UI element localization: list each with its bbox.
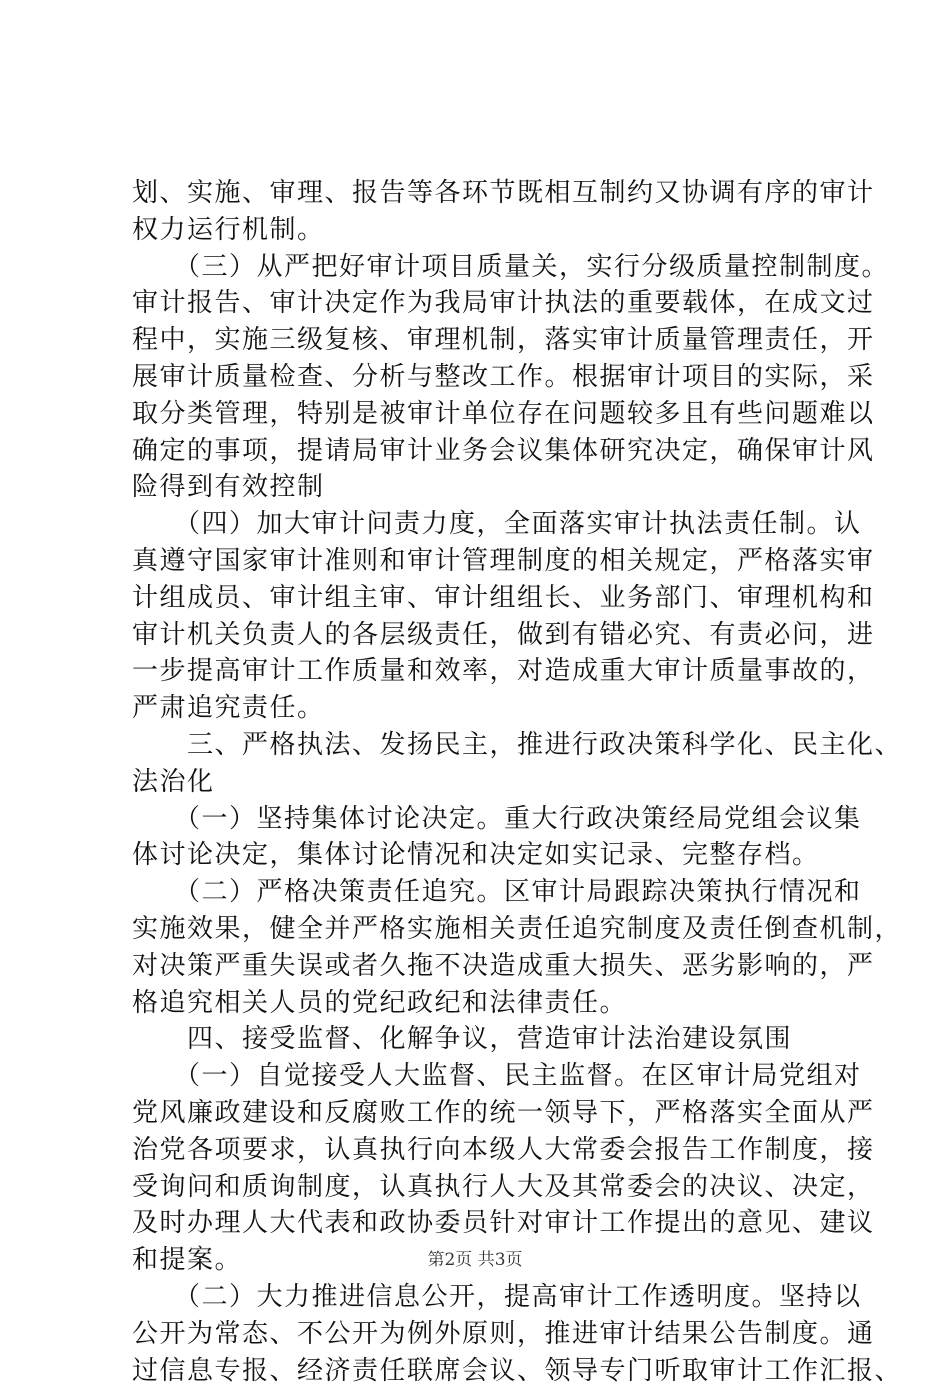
page-footer: 第2页 共3页 bbox=[427, 1250, 523, 1270]
text-line: 程中，实施三级复核、审理机制，落实审计质量管理责任，开 bbox=[132, 325, 875, 356]
text-line: 权力运行机制。 bbox=[132, 214, 325, 245]
text-line: 格追究相关人员的党纪政纪和法律责任。 bbox=[132, 987, 628, 1018]
text-line: 展审计质量检查、分析与整改工作。根据审计项目的实际，采 bbox=[132, 362, 875, 392]
text-line: 险得到有效控制 bbox=[132, 472, 325, 503]
text-line: 法治化 bbox=[132, 766, 215, 797]
text-line: 四、接受监督、化解争议，营造审计法治建设氛围 bbox=[132, 1024, 793, 1055]
text-line: （四）加大审计问责力度，全面落实审计执法责任制。认 bbox=[132, 509, 862, 540]
text-line: 严肃追究责任。 bbox=[132, 693, 325, 724]
text-line: 公开为常态、不公开为例外原则，推进审计结果公告制度。通 bbox=[132, 1318, 875, 1349]
text-line: 取分类管理，特别是被审计单位存在问题较多且有些问题难以 bbox=[132, 398, 875, 429]
text-line: 一步提高审计工作质量和效率，对造成重大审计质量事故的， bbox=[132, 656, 875, 687]
text-line: 计组成员、审计组主审、审计组组长、业务部门、审理机构和 bbox=[132, 582, 875, 613]
text-line: 治党各项要求，认真执行向本级人大常委会报告工作制度，接 bbox=[132, 1134, 875, 1165]
text-line: （一）自觉接受人大监督、民主监督。在区审计局党组对 bbox=[132, 1061, 862, 1092]
text-line: 党风廉政建设和反腐败工作的统一领导下，严格落实全面从严 bbox=[132, 1098, 875, 1128]
text-line: 和提案。 bbox=[132, 1245, 243, 1276]
text-line: （二）严格决策责任追究。区审计局跟踪决策执行情况和 bbox=[132, 877, 862, 908]
text-line: 审计机关负责人的各层级责任，做到有错必究、有责必问，进 bbox=[132, 619, 875, 650]
text-line: 体讨论决定，集体讨论情况和决定如实记录、完整存档。 bbox=[132, 840, 820, 871]
text-line: 划、实施、审理、报告等各环节既相互制约又协调有序的审计 bbox=[132, 178, 875, 208]
text-line: （一）坚持集体讨论决定。重大行政决策经局党组会议集 bbox=[132, 803, 862, 834]
text-line: 对决策严重失误或者久拖不决造成重大损失、恶劣影响的，严 bbox=[132, 950, 875, 981]
text-line: 确定的事项，提请局审计业务会议集体研究决定，确保审计风 bbox=[132, 435, 875, 466]
text-line: 过信息专报、经济责任联席会议、领导专门听取审计工作汇报、 bbox=[132, 1355, 903, 1386]
text-line: 审计报告、审计决定作为我局审计执法的重要载体，在成文过 bbox=[132, 288, 875, 319]
text-line: 受询问和质询制度，认真执行人大及其常委会的决议、决定， bbox=[132, 1171, 875, 1202]
text-line: 及时办理人大代表和政协委员针对审计工作提出的意见、建议 bbox=[132, 1208, 875, 1239]
text-line: 真遵守国家审计准则和审计管理制度的相关规定，严格落实审 bbox=[132, 546, 875, 576]
text-line: （二）大力推进信息公开，提高审计工作透明度。坚持以 bbox=[132, 1282, 862, 1312]
text-line: （三）从严把好审计项目质量关，实行分级质量控制制度。 bbox=[132, 251, 890, 282]
text-line: 实施效果，健全并严格实施相关责任追究制度及责任倒查机制， bbox=[132, 914, 903, 944]
text-line: 三、严格执法、发扬民主，推进行政决策科学化、民主化、 bbox=[132, 730, 903, 760]
